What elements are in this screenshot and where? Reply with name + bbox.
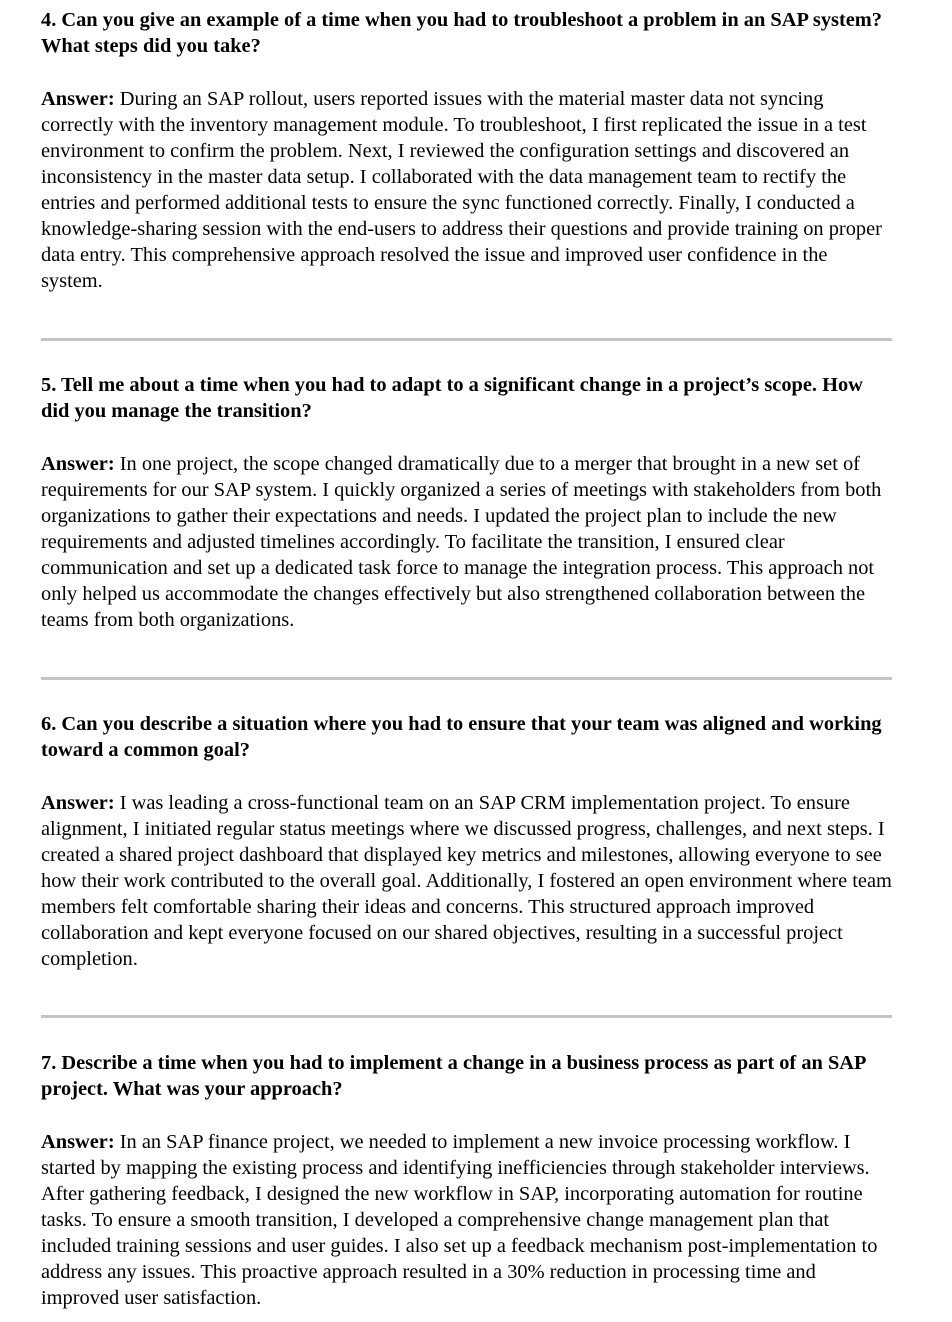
answer-text-5: In one project, the scope changed dramatically due to a merger that brought in a new set of requirements for our SAP system. I quickly organized a series of meetings with stakeholders from both organizations to gather their expectations and needs. I updated the project plan to include the new requirements and adjusted timelines accordingly. To facilitate the transition, I ensured clear communication and set up a dedicated task force to manage the integration process. This approach not only helped us accommodate the changes effectively but also strengthened collaboration between the teams from both organizations.	[41, 453, 882, 631]
answer-6	[41, 790, 893, 972]
qa-section-4	[41, 8, 893, 294]
question-5: 5. Tell me about a time when you had to adapt to a significant change in a project’s scope. How did you manage the transition?	[41, 374, 863, 422]
section-divider	[41, 338, 892, 341]
answer-5	[41, 451, 893, 633]
answer-text-7: In an SAP finance project, we needed to implement a new invoice processing workflow. I started by mapping the existing process and identifying inefficiencies through stakeholder interviews. After gathering feedback, I designed the new workflow in SAP, incorporating automation for routine tasks. To ensure a smooth transition, I developed a comprehensive change management plan that included training sessions and user guides. I also set up a feedback mechanism post-implementation to address any issues. This proactive approach resulted in a 30% reduction in processing time and improved user satisfaction.	[41, 1131, 878, 1309]
answer-4	[41, 86, 893, 294]
answer-text-4: During an SAP rollout, users reported issues with the material master data not syncing correctly with the inventory management module. To troubleshoot, I first replicated the issue in a test environment to confirm the problem. Next, I reviewed the configuration settings and discovered an inconsistency in the master data setup. I collaborated with the data management team to rectify the entries and performed additional tests to ensure the sync functioned correctly. Finally, I conducted a knowledge-sharing session with the end-users to address their questions and provide training on proper data entry. This comprehensive approach resolved the issue and improved user confidence in the system.	[41, 88, 882, 292]
answer-label: Answer:	[41, 453, 115, 475]
answer-label: Answer:	[41, 792, 115, 814]
answer-text-6: I was leading a cross-functional team on an SAP CRM implementation project. To ensure alignment, I initiated regular status meetings where we discussed progress, challenges, and next steps. I created a shared project dashboard that displayed key metrics and milestones, allowing everyone to see how their work contributed to the overall goal. Additionally, I fostered an open environment where team members felt comfortable sharing their ideas and concerns. This structured approach improved collaboration and kept everyone focused on our shared objectives, resulting in a successful project completion.	[41, 792, 892, 970]
qa-section-7	[41, 1051, 893, 1311]
question-6: 6. Can you describe a situation where you had to ensure that your team was aligned and working toward a common goal?	[41, 713, 882, 761]
qa-section-5	[41, 373, 893, 633]
answer-label: Answer:	[41, 1131, 115, 1153]
answer-7	[41, 1129, 893, 1311]
answer-label: Answer:	[41, 88, 115, 110]
section-divider	[41, 677, 892, 680]
question-4: 4. Can you give an example of a time when you had to troubleshoot a problem in an SAP system? What steps did you take?	[41, 9, 882, 57]
section-divider	[41, 1015, 892, 1018]
qa-section-6	[41, 712, 893, 972]
question-7: 7. Describe a time when you had to implement a change in a business process as part of an SAP project. What was your approach?	[41, 1052, 866, 1100]
